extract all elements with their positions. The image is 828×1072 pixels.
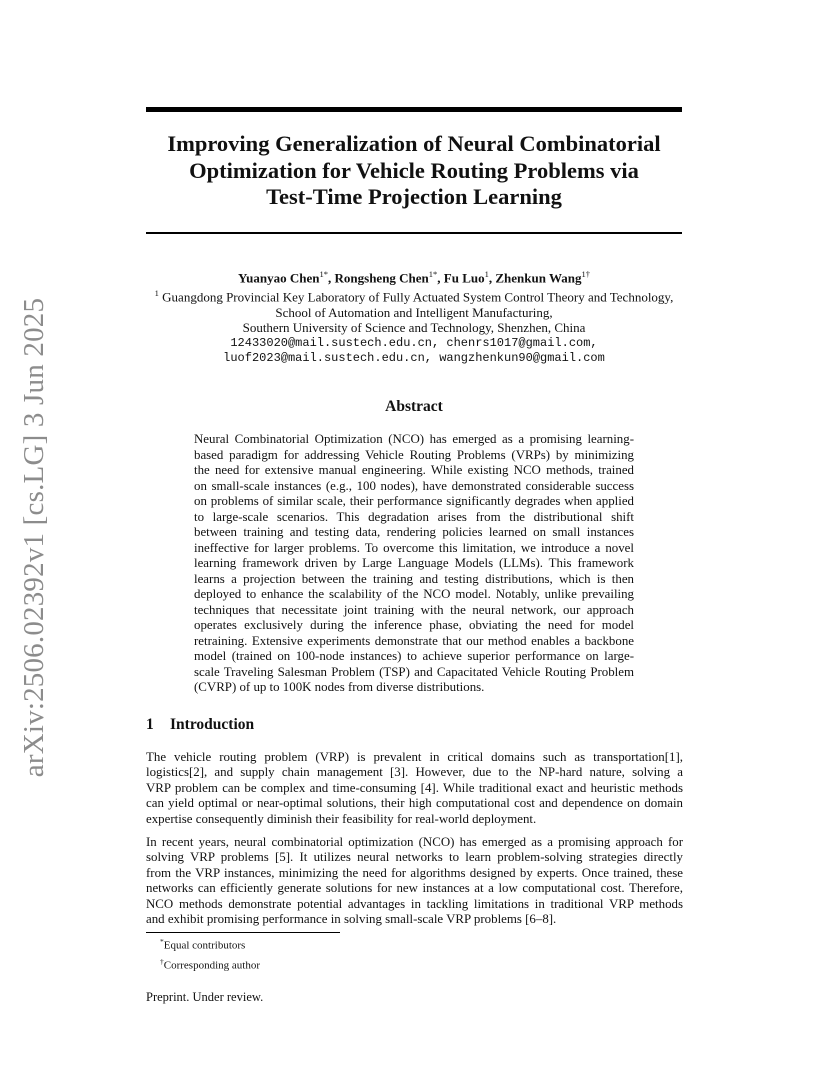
footnote: [160, 954, 260, 974]
abstract-heading: Abstract: [385, 398, 443, 415]
abstract-line: based paradigm for addressing Vehicle Routing Problems (VRPs) by minimizing: [194, 447, 634, 462]
abstract-line: on problems of similar scale, their performance significantly degrades when applied: [194, 494, 634, 508]
abstract-body: [194, 432, 634, 696]
paragraph-line: In recent years, neural combinatorial optimization (NCO) has emerged as a promising approach for: [146, 835, 683, 849]
arxiv-identifier-text: arXiv:2506.02392v1 [cs.LG] 3 Jun 2025: [18, 297, 51, 778]
abstract-line: to large-scale scenarios. This degradation arises from the distributional shift: [194, 509, 634, 524]
abstract-line: retraining. Extensive experiments demonstrate that our method enables a backbone: [194, 633, 634, 648]
abstract-line: ineffective for larger problems. To overcome this limitation, we introduce a novel: [194, 540, 634, 555]
abstract-line: scale Traveling Salesman Problem (TSP) and Capacitated Vehicle Routing Problem: [194, 664, 634, 679]
title-bottom-rule: [146, 232, 682, 234]
abstract-line: the need for extensive manual engineering. While existing NCO methods, trained: [194, 463, 634, 477]
abstract-line: between training and testing data, rendering policies learned on small instances: [194, 525, 634, 539]
paragraph-line: and exhibit promising performance in solving small-scale VRP problems [6–8].: [146, 912, 557, 927]
affiliation-line: Southern University of Science and Technology, Shenzhen, China: [242, 320, 586, 336]
abstract-line: deployed to enhance the scalability of the NCO model. Notably, unlike prevailing: [194, 587, 634, 601]
footnote-mark: †: [160, 956, 164, 966]
footnotes: [160, 934, 260, 973]
title-line: Optimization for Vehicle Routing Problems via: [189, 157, 639, 183]
email-line: 12433020@mail.sustech.edu.cn, chenrs1017@gmail.com,: [230, 335, 598, 350]
title-line: Improving Generalization of Neural Combinatorial: [167, 131, 661, 156]
footnote-text: Equal contributors: [163, 939, 246, 952]
arxiv-identifier: [10, 297, 60, 778]
title-line: Test-Time Projection Learning: [266, 184, 562, 209]
author-mark: 1: [484, 269, 489, 279]
title-top-rule: [146, 107, 682, 112]
author-name: Yuanyao Chen: [237, 270, 320, 286]
paragraph-line: VRP problem can be complex and time-consuming [4]. While traditional exact and heuristic methods: [146, 780, 683, 795]
affiliation-line: [120, 286, 708, 305]
author-mark: 1*: [319, 269, 329, 279]
paper-title: [146, 131, 682, 211]
paragraph-line: from the VRP instances, minimizing the need for algorithms designed by experts. Once trained, these: [146, 865, 683, 880]
paragraph-line: expertise consequently diminish their feasibility for real-world deployment.: [146, 811, 537, 826]
paragraph-line: NCO methods demonstrate potential advantages in tackling limitations in traditional VRP methods: [146, 896, 683, 911]
abstract-line: operates exclusively during the inference phase, obviating the need for model: [194, 618, 634, 632]
abstract-line: Neural Combinatorial Optimization (NCO) has emerged as a promising learning-: [194, 432, 634, 446]
abstract-line: model (trained on 100-node instances) to achieve superior performance on large-: [194, 649, 634, 663]
author-mark: 1†: [581, 269, 590, 279]
author-list: Yuanyao Chen$^{1*}$, Rongsheng Chen$^{1*}$, Fu Luo$^1$, Zhenkun Wang$^{1\dagger}$: [237, 269, 590, 286]
affiliation-line: School of Automation and Intelligent Manufacturing,: [275, 304, 553, 320]
abstract-line: learns a projection between the training and testing distributions, which is then: [194, 571, 634, 586]
abstract-line: on small-scale instances (e.g., 100 nodes), have demonstrated considerable success: [194, 478, 634, 493]
footnote-rule: [146, 932, 340, 933]
author-name: Zhenkun Wang: [495, 270, 582, 286]
footnote-mark: *: [160, 937, 164, 946]
author-name: Fu Luo: [443, 270, 485, 286]
section-heading-introduction: [146, 716, 254, 734]
affiliation-text: Guangdong Provincial Key Laboratory of Fully Actuated System Control Theory and Technology,: [162, 289, 674, 305]
paragraph-line: solving VRP problems [5]. It utilizes neural networks to learn problem-solving strategies directly: [146, 850, 683, 865]
footnote: [160, 934, 260, 954]
section-number: 1: [146, 716, 154, 733]
paragraph-line: The vehicle routing problem (VRP) is prevalent in critical domains such as transportation[1],: [146, 750, 683, 764]
author-name: Rongsheng Chen: [334, 270, 429, 286]
abstract-line: learning framework driven by Large Language Models (LLMs). This framework: [194, 556, 634, 570]
intro-paragraph-2: [146, 835, 683, 927]
paragraph-line: networks can efficiently generate solutions for new instances at a low computational cost. Therefore,: [146, 881, 683, 896]
preprint-notice: Preprint. Under review.: [146, 990, 264, 1004]
author-block: [120, 267, 708, 367]
paragraph-line: can yield optimal or near-optimal solutions, their high computational cost and dependence on domain: [146, 796, 683, 811]
affiliation-mark: 1: [154, 287, 159, 298]
abstract-line: (CVRP) of up to 100K nodes from diverse distributions.: [194, 680, 485, 694]
footnote-text: Corresponding author: [163, 959, 260, 972]
author-mark: 1*: [428, 269, 438, 279]
intro-paragraph-1: [146, 750, 683, 827]
email-line: luof2023@mail.sustech.edu.cn, wangzhenkun90@gmail.com: [223, 351, 605, 366]
section-title: Introduction: [170, 716, 255, 733]
paragraph-line: logistics[2], and supply chain management [3]. However, due to the NP-hard nature, solving a: [146, 765, 683, 780]
abstract-line: techniques that necessitate joint training with the neural network, our approach: [194, 602, 634, 617]
